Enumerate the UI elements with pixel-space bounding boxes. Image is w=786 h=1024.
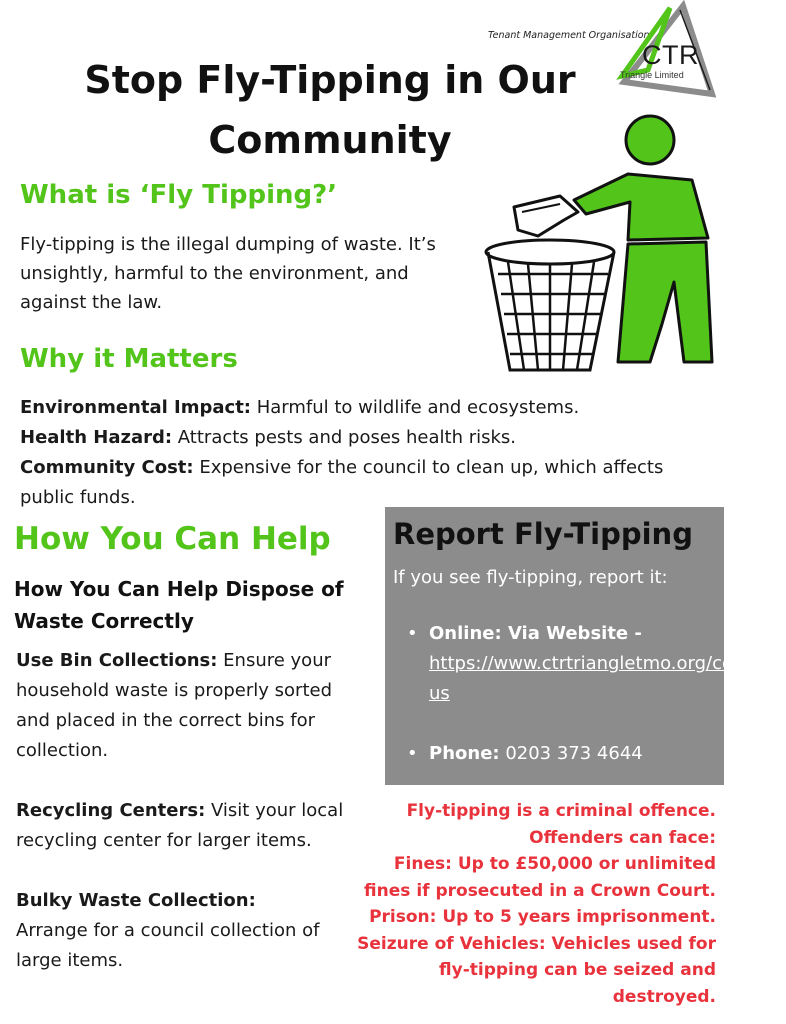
help-item-text: Visit your local recycling center for larger items.: [16, 800, 344, 851]
what-heading: What is ‘Fly Tipping?’: [20, 180, 338, 210]
help-item-recycling-centers: [16, 796, 361, 856]
penalty-warning: [330, 798, 716, 1010]
help-heading: How You Can Help: [14, 521, 331, 557]
why-item-health: [20, 423, 710, 453]
report-phone-item: [407, 739, 717, 769]
help-item-bin-collections: [16, 646, 361, 766]
report-website-link[interactable]: https://www.ctrtriangletmo.org/contact-us: [429, 653, 786, 704]
what-body: Fly-tipping is the illegal dumping of waste. It’s unsightly, harmful to the environment, and against the law.: [20, 234, 436, 313]
warning-line: Fly-tipping is a criminal offence.: [406, 801, 716, 821]
warning-line: Offenders can face:: [529, 827, 716, 848]
why-heading: Why it Matters: [20, 344, 238, 374]
why-item-label: Community Cost:: [20, 457, 194, 478]
report-online-item: [407, 619, 786, 709]
help-item-label: Use Bin Collections:: [16, 650, 218, 671]
help-subheading: How You Can Help Dispose of Waste Correctly: [14, 577, 344, 633]
help-item-bulky-waste: [16, 886, 361, 976]
page-title-line1: Stop Fly-Tipping in Our: [84, 58, 576, 102]
warning-line: Prison: Up to 5 years imprisonment.: [369, 907, 716, 927]
logo-ctr-mark: CTR: [642, 40, 699, 70]
why-item-text: Expensive for the council to clean up, which affects public funds.: [20, 457, 664, 508]
why-item-label: Health Hazard:: [20, 427, 173, 448]
why-item-text: Harmful to wildlife and ecosystems.: [251, 397, 580, 418]
help-item-label: Bulky Waste Collection:: [16, 890, 256, 911]
logo-org-line: Tenant Management Organisation: [488, 30, 650, 41]
why-item-text: Attracts pests and poses health risks.: [172, 427, 517, 448]
report-lead: If you see fly-tipping, report it:: [393, 567, 668, 588]
report-heading: Report Fly-Tipping: [393, 517, 693, 551]
help-item-text: Ensure your household waste is properly sorted and placed in the correct bins for collection.: [16, 650, 333, 761]
warning-line: Seizure of Vehicles: Vehicles used for: [357, 933, 716, 954]
why-item-environmental: [20, 393, 710, 423]
warning-line: Fines: Up to £50,000 or unlimited: [393, 854, 716, 874]
report-panel: [385, 507, 786, 785]
why-item-community: [20, 453, 710, 513]
warning-line: destroyed.: [612, 986, 716, 1007]
help-list: [16, 646, 361, 1006]
report-phone-label: Phone:: [429, 743, 500, 764]
why-list: [20, 393, 710, 513]
report-phone-number[interactable]: 0203 373 4644: [505, 743, 643, 764]
warning-line: fines if prosecuted in a Crown Court.: [364, 880, 716, 901]
logo-sub-line: Triangle Limited: [620, 70, 684, 80]
report-list: [407, 619, 786, 769]
page-title-line2: Community: [208, 118, 452, 162]
help-item-text: Arrange for a council collection of large items.: [16, 920, 320, 971]
warning-line: fly-tipping can be seized and: [439, 960, 716, 980]
why-item-label: Environmental Impact:: [20, 397, 251, 418]
report-online-label: Online: Via Website -: [429, 623, 642, 644]
help-item-label: Recycling Centers:: [16, 800, 206, 821]
person-throwing-litter-in-bin-icon: [478, 112, 718, 382]
